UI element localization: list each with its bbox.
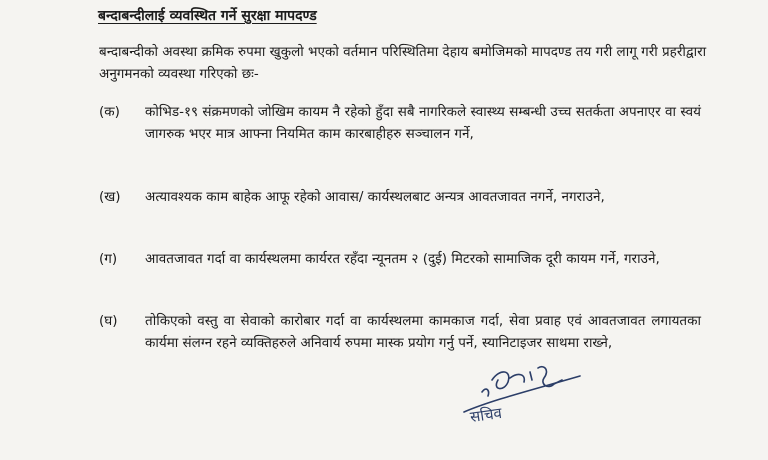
item-marker: (घ) <box>99 313 118 329</box>
item-text: तोकिएको वस्तु वा सेवाको कारोबार गर्दा वा कार्यस्थलमा कामकाज गर्दा, सेवा प्रवाह एवं आवतजावत लगायतका कार्यमा संलग्न रहने व्यक्तिहरुले अनिवार्य रुपमा मास्क प्रयोग गर्नु पर्ने, स्यानिटाइजर साथमा राख्ने, <box>145 313 701 351</box>
intro-paragraph: बन्दाबन्दीको अवस्था क्रमिक रुपमा खुकुलो भएको वर्तमान परिस्थितिमा देहाय बमोजिमको मापदण्ड तय गरी लागू गरी प्रहरीद्वारा अनुगमनको व्यवस्था गरिएको छः- <box>99 44 707 82</box>
signature-label: सचिव <box>468 403 503 427</box>
item-marker: (ग) <box>99 251 118 267</box>
item-marker: (ख) <box>99 189 121 205</box>
item-marker: (क) <box>99 104 120 120</box>
item-text: अत्यावश्यक काम बाहेक आफू रहेको आवास/ कार्यस्थलबाट अन्यत्र आवतजावत नगर्ने, नगराउने, <box>145 189 605 205</box>
item-text: कोभिड-१९ संक्रमणको जोखिम कायम नै रहेको हुँदा सबै नागरिकले स्वास्थ्य सम्बन्धी उच्च सतर्कता अपनाएर वा स्वयं जागरुक भएर मात्र आफ्ना नियमित काम कारबाहीहरु सञ्चालन गर्ने, <box>145 104 701 142</box>
item-text: आवतजावत गर्दा वा कार्यस्थलमा कार्यरत रहँदा न्यूनतम २ (दुई) मिटरको सामाजिक दूरी कायम गर्ने, गराउने, <box>145 251 660 267</box>
document-title: बन्दाबन्दीलाई व्यवस्थित गर्ने सुरक्षा मापदण्ड <box>98 8 317 24</box>
